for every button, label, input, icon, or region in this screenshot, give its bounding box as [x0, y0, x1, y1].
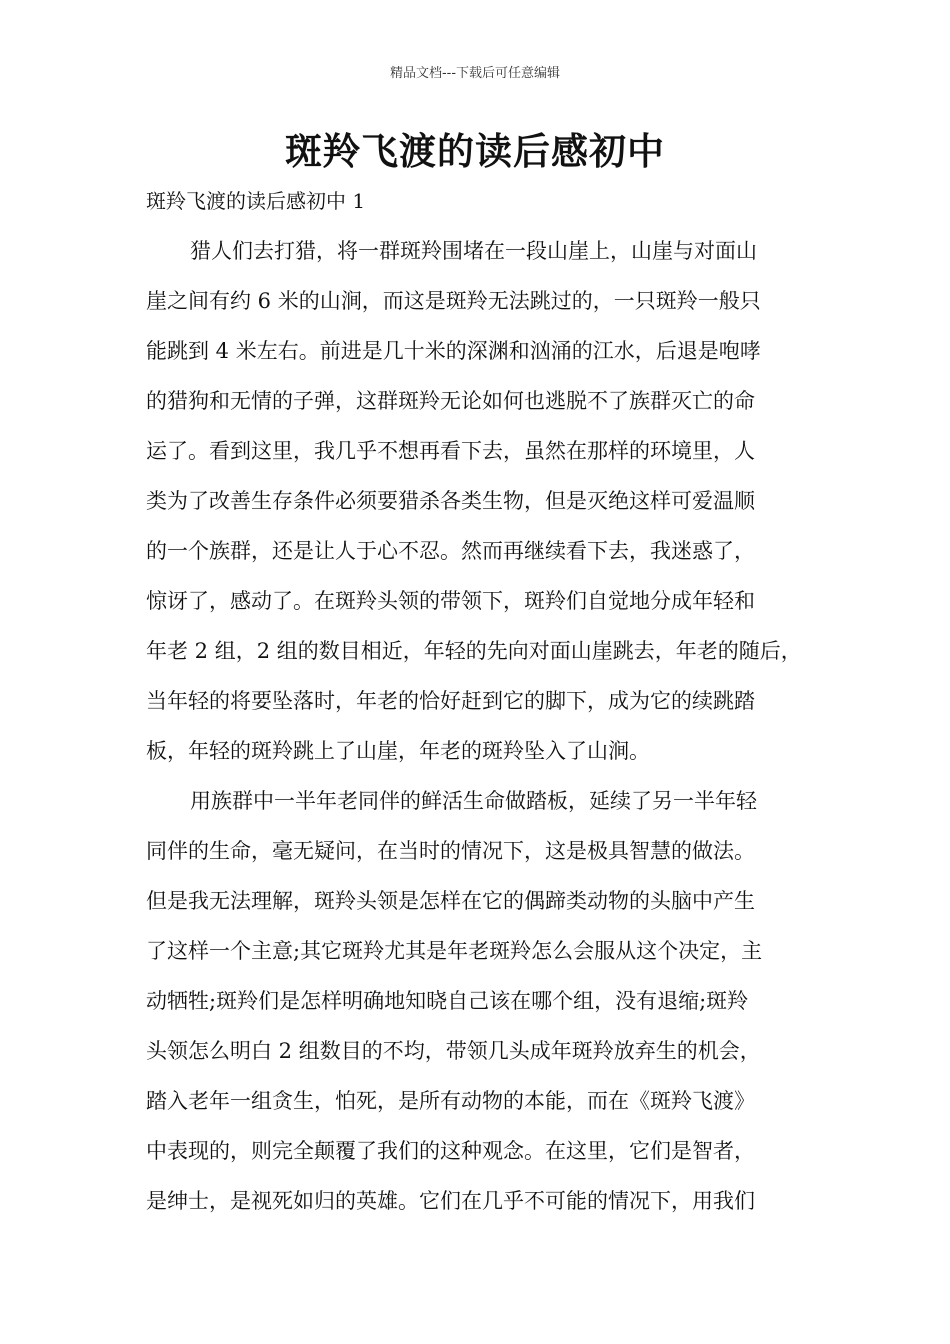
paragraph-1-line-7: 的一个族群，还是让人于心不忍。然而再继续看下去，我迷惑了， [146, 539, 755, 563]
paragraph-1-line-10: 当年轻的将要坠落时，年老的恰好赶到它的脚下，成为它的续跳踏 [146, 689, 755, 713]
paragraph-2-line-8: 中表现的，则完全颠覆了我们的这种观念。在这里，它们是智者， [146, 1139, 755, 1163]
paragraph-2-line-1: 用族群中一半年老同伴的鲜活生命做踏板，延续了另一半年轻 [190, 789, 757, 813]
paragraph-1-line-6: 类为了改善生存条件必须要猎杀各类生物，但是灭绝这样可爱温顺 [146, 489, 755, 513]
paragraph-1-line-11: 板，年轻的斑羚跳上了山崖，年老的斑羚坠入了山涧。 [146, 739, 650, 763]
page-header: 精品文档---下载后可任意编辑 [389, 66, 561, 81]
paragraph-1-line-3: 能跳到 4 米左右。前进是几十米的深渊和汹涌的江水，后退是咆哮 [146, 339, 761, 363]
paragraph-1-line-1: 猎人们去打猎，将一群斑羚围堵在一段山崖上，山崖与对面山 [190, 239, 757, 263]
paragraph-2-line-5: 动牺牲;斑羚们是怎样明确地知晓自己该在哪个组，没有退缩;斑羚 [146, 989, 749, 1013]
paragraph-1-line-5: 运了。看到这里，我几乎不想再看下去，虽然在那样的环境里，人 [146, 439, 755, 463]
paragraph-2-line-3: 但是我无法理解，斑羚头领是怎样在它的偶蹄类动物的头脑中产生 [146, 889, 755, 913]
paragraph-1-line-4: 的猎狗和无情的子弹，这群斑羚无论如何也逃脱不了族群灭亡的命 [146, 389, 755, 413]
paragraph-2-line-6: 头领怎么明白 2 组数目的不均，带领几头成年斑羚放弃生的机会， [146, 1039, 761, 1063]
paragraph-2-line-9: 是绅士，是视死如归的英雄。它们在几乎不可能的情况下，用我们 [146, 1189, 755, 1213]
paragraph-1-line-8: 惊讶了，感动了。在斑羚头领的带领下，斑羚们自觉地分成年轻和 [146, 589, 755, 613]
paragraph-2-line-2: 同伴的生命，毫无疑问，在当时的情况下，这是极具智慧的做法。 [146, 839, 755, 863]
section-heading: 斑羚飞渡的读后感初中 1 [146, 189, 366, 213]
document-title: 斑羚飞渡的读后感初中 [285, 130, 665, 173]
paragraph-2-line-4: 了这样一个主意;其它斑羚尤其是年老斑羚怎么会服从这个决定，主 [146, 939, 763, 963]
paragraph-2-line-7: 踏入老年一组贪生，怕死，是所有动物的本能，而在《斑羚飞渡》 [146, 1089, 755, 1113]
paragraph-1-line-9: 年老 2 组，2 组的数目相近，年轻的先向对面山崖跳去，年老的随后， [146, 639, 802, 663]
paragraph-1-line-2: 崖之间有约 6 米的山涧，而这是斑羚无法跳过的，一只斑羚一般只 [146, 289, 761, 313]
